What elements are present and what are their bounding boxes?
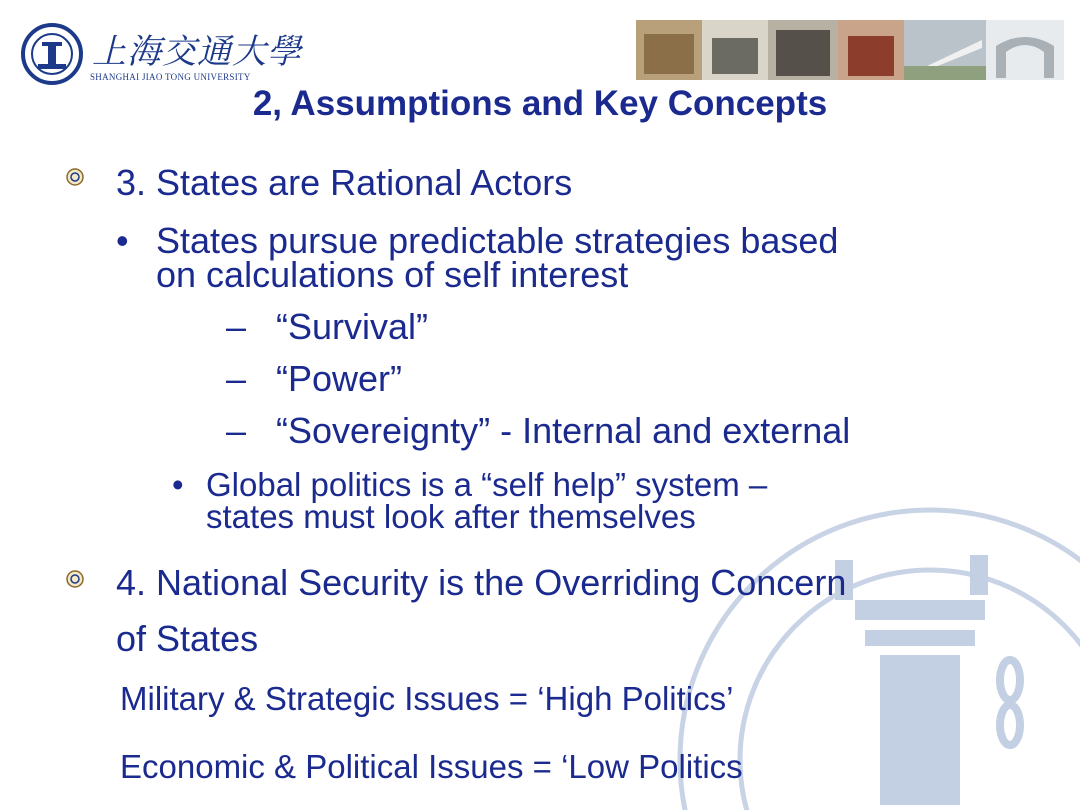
slide-title: 2, Assumptions and Key Concepts	[252, 84, 828, 123]
high-politics-line: Military & Strategic Issues = ‘High Politics’	[120, 680, 734, 717]
university-logo	[20, 22, 302, 84]
dash-item-sovereignty: “Sovereignty” - Internal and external	[276, 410, 851, 451]
dash-marker: –	[226, 410, 247, 451]
low-politics-line: Economic & Political Issues = ‘Low Politics	[120, 748, 743, 785]
dash-marker: –	[226, 306, 247, 347]
seal-bullet-icon	[66, 168, 84, 186]
sub-bullet-dot: •	[172, 466, 184, 503]
sub-bullet-1-line-2: on calculations of self interest	[156, 254, 629, 295]
logo-chinese-name: 上海交通大學	[92, 32, 302, 72]
sub-bullet-2-line-1: Global politics is a “self help” system –	[206, 466, 768, 503]
sub-bullet-1-line-1: States pursue predictable strategies based	[156, 220, 839, 261]
sub-bullet-2-line-2: states must look after themselves	[206, 498, 696, 535]
campus-photo-strip	[636, 20, 1064, 80]
sub-bullet-dot: •	[116, 220, 129, 261]
seal-bullet-icon	[66, 570, 84, 588]
logo-english-name: SHANGHAI JIAO TONG UNIVERSITY	[90, 72, 251, 82]
dash-item-survival: “Survival”	[276, 306, 429, 347]
bullet-point-2-line-2: of States	[116, 618, 259, 659]
bullet-point-1: 3. States are Rational Actors	[116, 162, 573, 203]
bullet-point-2-line-1: 4. National Security is the Overriding Concern	[116, 562, 847, 603]
dash-marker: –	[226, 358, 247, 399]
seal-icon	[20, 22, 84, 86]
dash-item-power: “Power”	[276, 358, 403, 399]
